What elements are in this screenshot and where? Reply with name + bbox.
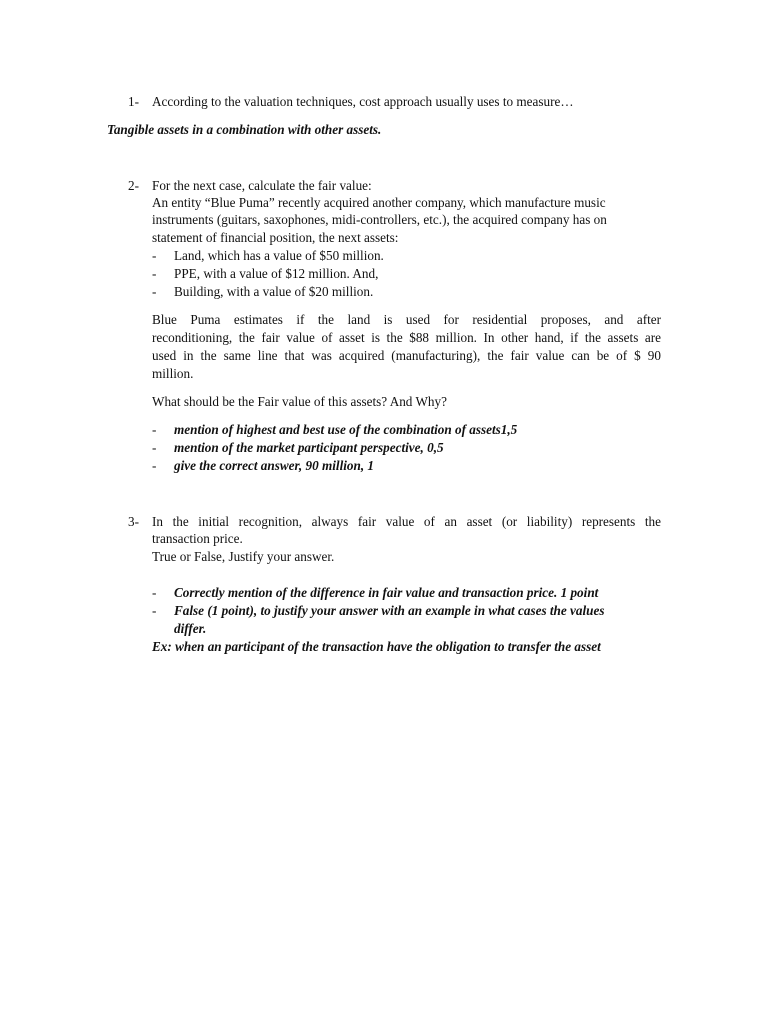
q2-question: What should be the Fair value of this assets? And Why? — [152, 394, 447, 409]
q2-asset-item: Building, with a value of $20 million. — [174, 284, 374, 299]
q2-number: 2- — [128, 178, 139, 193]
q3-criterion-continuation: differ. — [174, 621, 207, 636]
q2-estimate-line: Blue Puma estimates if the land is used for residential proposes, and after — [152, 312, 661, 327]
q1-question: According to the valuation techniques, cost approach usually uses to measure… — [152, 94, 574, 109]
q1-number: 1- — [128, 94, 139, 109]
bullet-dash: - — [152, 422, 157, 437]
bullet-dash: - — [152, 585, 157, 600]
q3-number: 3- — [128, 514, 139, 529]
q2-asset-item: Land, which has a value of $50 million. — [174, 248, 384, 263]
bullet-dash: - — [152, 284, 157, 299]
q3-criterion: Correctly mention of the difference in fair value and transaction price. 1 point — [174, 585, 599, 600]
q2-estimate-line: used in the same line that was acquired (manufacturing), the fair value can be of $ 90 — [152, 348, 661, 363]
q3-statement-line: transaction price. — [152, 531, 243, 546]
q2-case-line: An entity “Blue Puma” recently acquired another company, which manufacture music — [152, 195, 606, 210]
q3-example: Ex: when an participant of the transaction have the obligation to transfer the asset — [152, 639, 601, 654]
bullet-dash: - — [152, 440, 157, 455]
bullet-dash: - — [152, 248, 157, 263]
q1-answer: Tangible assets in a combination with other assets. — [107, 122, 382, 137]
bullet-dash: - — [152, 458, 157, 473]
q3-prompt: True or False, Justify your answer. — [152, 549, 335, 564]
q2-asset-item: PPE, with a value of $12 million. And, — [174, 266, 379, 281]
q2-estimate-line: reconditioning, the fair value of asset is the $88 million. In other hand, if the assets are — [152, 330, 661, 345]
q2-case-line: statement of financial position, the next assets: — [152, 230, 399, 245]
q2-estimate-line: million. — [152, 366, 194, 381]
q3-statement-line: In the initial recognition, always fair value of an asset (or liability) represents the — [152, 514, 661, 529]
bullet-dash: - — [152, 603, 157, 618]
q2-criterion: mention of the market participant perspective, 0,5 — [174, 440, 444, 455]
bullet-dash: - — [152, 266, 157, 281]
q2-criterion: mention of highest and best use of the combination of assets1,5 — [174, 422, 518, 437]
q2-intro: For the next case, calculate the fair value: — [152, 178, 372, 193]
q3-criterion: False (1 point), to justify your answer with an example in what cases the values — [174, 603, 605, 618]
q2-case-line: instruments (guitars, saxophones, midi-controllers, etc.), the acquired company has on — [152, 212, 607, 227]
q2-criterion: give the correct answer, 90 million, 1 — [174, 458, 375, 473]
